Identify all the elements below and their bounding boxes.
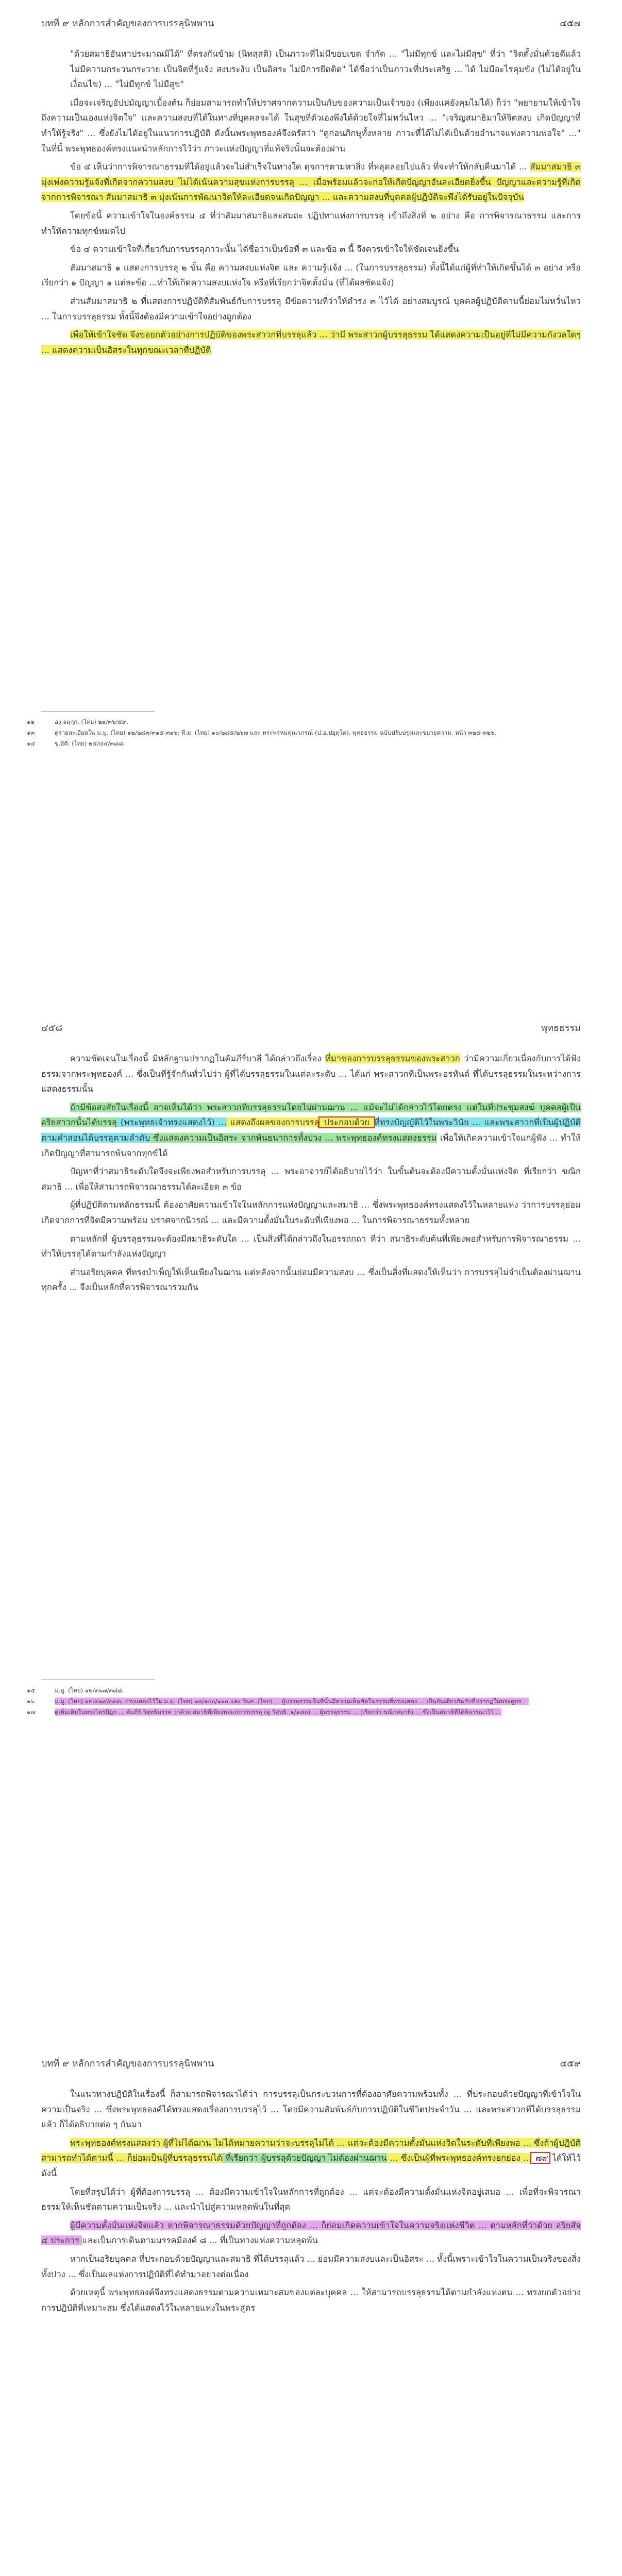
text-segment: "ด้วยสมาธิอันหาประมาณมิได้" ที่ตรงกันข้าม (นิทสฺสติ) เป็นภาวะที่ไม่มีขอบเขต จำกัด ... "ไม่มีทุกข์ และไม่มีสุข" ที่ว่า "จิตตั้งมั่นด้วยดีแล้ว ไม่มีความกระวนกระวาย เป็นจิตที่รู้แจ้ง สงบระงับ เป็นอิสระ ไม่มีการยึดติด" ได้ชื่อว่าเป็นภาวะที่ประเสริฐ ... ได้ ไม่มีอะไรคุมขัง (ไม่ได้อยู่ในเงื่อนไข) ... "ไม่มีทุกข์ ไม่มีสุข" (70, 49, 581, 90)
text-segment: ส่วนสัมมาสมาธิ ๒ ที่แสดงการปฏิบัติที่สัมพันธ์กับการบรรลุ มีข้อความที่ว่าให้ดำรง ๓ ไว้ได้ อย่างสมบูรณ์ บุคคลผู้ปฏิบัติตามนี้ย่อมไม่หวั่นไหว ... ในการบรรลุธรรม ทั้งนี้จึงต้องมีความเข้าใจอย่างถูกต้อง (41, 296, 581, 321)
text-segment: ข้อ ๔ เห็นว่าการพิจารณาธรรมที่ได้อยู่แล้วจะไม่สำเร็จในทางใด ดุจการตามหาสิ่ง ที่หลุดลอยไปแล้ว ที่จะทำให้กลับคืนมาได้ ... (70, 162, 530, 172)
paragraph (41, 1164, 581, 1194)
text-segment: เพื่อให้เกิดความเข้าใจแก่ผู้ฟัง ... ทำให้เกิดปัญญาที่สามารถพ้นจากทุกข์ได้ (41, 1132, 581, 1158)
footnote-text: ดูเพิ่มเติมในพระไตรปิฎก ... คัมภีร์ วิสุทธิมรรค ว่าด้วย สมาธิที่เพียงพอแก่การบรรลุ (ดู วิสุทฺธิ. ๑/๑๘๐) ... ผู้บรรลุธรรม ... (เรียกว่า ขณิกสมาธิ) ... ซึ่งเป็นสมาธิที่ได้พิจารณาไว้ ... (55, 1708, 501, 1716)
footnote-number: ๑๔ (27, 740, 36, 747)
highlighted-text: ผู้บรรลุด้วยปัญญา ไม่ต้องผ่านฌาน (261, 2153, 387, 2163)
text-segment: หากเป็นอริยบุคคล ที่ประกอบด้วยปัญญาและสมาธิ ที่ได้บรรลุแล้ว ... ย่อมมีความสงบและเป็นอิสระ ... ทั้งนี้เพราะเข้าใจในความเป็นจริงของสิ่งทั้งปวง ... ซึ่งเป็นผลแห่งการปฏิบัติที่ได้ทำมาอย่างต่อเนื่อง (41, 2253, 581, 2279)
footnote (27, 739, 581, 748)
page-header (41, 2056, 581, 2070)
paragraph (41, 95, 581, 156)
footnotes (27, 717, 581, 750)
text-segment: เมื่อจะเจริญอัปปมัญญาเบื้องต้น ก็ย่อมสามารถทำให้ปราศจากความเป็นกับของความเป็นเจ้าของ (เพียงแค่ยังคุมไม่ได้) ก็ว่า "พยายามให้เข้าใจถึงความเป็นเองแห่งจิตใจ" และความสงบที่ได้ในทางที่บุคคลจะได้ ในสุขที่ตัวเองพึงได้ด้วยใจที่ไม่หวั่นไหว ... "เจริญสมาธิมาให้จิตสงบ เกิดปัญญาที่ทำให้รู้จริง" ... ซึ่งยังไม่ได้อยู่ในแนวการปฏิบัติ ดังนั้นพระพุทธองค์จึงตรัสว่า "ดูก่อนภิกษุทั้งหลาย ภาวะที่ได้ไม่ได้เป็นด้วยอำนาจแห่งความพอใจ" ..." ในที่นี้ พระพุทธองค์ทรงแนะนำหลักการไว้ว่า ภาวะแห่งปัญญาที่แท้จริงนั้นจะต้องผ่าน (41, 97, 581, 154)
highlighted-text: พระสาวกผู้บรรลุธรรม ได้แสดงความเป็นอยู่ที่ไม่มีความกังวลใดๆ ... (41, 330, 581, 355)
footnote-text: องฺ.จตุกฺก. (ไทย) ๒๑/๓๖/๕๙. (55, 718, 128, 725)
page-number: ๔๕๗ (560, 18, 581, 29)
highlighted-text: ที่ทรงบัญญัติไว้ในพระวินัย ... และพระสาวกที่เป็นผู้ปฏิบัติตามคำสอนได้บรรลุตามลำดับ (41, 1117, 581, 1143)
text-segment: ในแนวทางปฏิบัติในเรื่องนี้ ก็สามารถพิจารณาได้ว่า การบรรลุเป็นกระบวนการที่ต้องอาศัยความพร้อมทั้ง ... ที่ประกอบด้วยปัญญาที่เข้าใจในความเป็นจริง ... ซึ่งพระพุทธองค์ได้ทรงแสดงเรื่องการบรรลุไว้ ... โดยมีความสัมพันธ์กับการปฏิบัติในชีวิตประจำวัน ... และพระสาวกที่ได้บรรลุธรรมแล้ว ก็ได้อธิบายต่อ ๆ กันมา (41, 2089, 581, 2130)
paragraph (41, 1051, 581, 1097)
paragraph (41, 1265, 581, 1295)
paragraph (41, 2218, 581, 2248)
text-segment: สัมมาสมาธิ ๑ แสดงการบรรลุ ๒ ขั้น คือ ความสงบแห่งจิต และ ความรู้แจ้ง ... (ในการบรรลุธรรม) ทั้งนี้ได้แก่ผู้ที่ทำให้เกิดขึ้นได้ ๓ อย่าง หรือเรียกว่า ๑ ปัญญา ๑ แต่ละข้อ ...ทำให้เกิดความสงบแห่งใจ หรือที่เรียกว่าจิตตั้งมั่น (ที่ได้ผลชัดแจ้ง) (41, 262, 581, 288)
footnote (27, 728, 581, 737)
footnote (27, 1686, 581, 1695)
text-segment: ความชัดเจนในเรื่องนี้ มีหลักฐานปรากฏในคัมภีร์บาลี ได้กล่าวถึงเรื่อง (70, 1054, 325, 1063)
paragraph (41, 1231, 581, 1262)
text-segment: ว่ามีความเกี่ยวเนื่องกับการได้ฟังธรรมจากพระพุทธองค์ ... ซึ่งเป็นที่รู้จักกันทั่วไปว่า ผู้ที่ได้บรรลุธรรมในแต่ละระดับ ... ได้แก่ พระสาวกที่เป็นพระอรหันต์ ที่ได้บรรลุธรรมในระหว่างการแสดงธรรมนั้น (41, 1054, 581, 1094)
highlighted-text: ผู้มีความตั้งมั่นแห่งจิตแล้ว หากพิจารณาธรรมด้วยปัญญาที่ถูกต้อง ... ก็ย่อมเกิดความเข้าใจในความจริงแห่งชีวิต ... ตามหลักที่ว่าด้วย (70, 2220, 552, 2230)
page-body (41, 2087, 581, 2318)
text-segment: ด้วยเหตุนี้ พระพุทธองค์จึงทรงแสดงธรรมตามความเหมาะสมของแต่ละบุคคล ... ให้สามารถบรรลุธรรมได้ตามกำลังแห่งตน ... ทรงยกตัวอย่างการปฏิบัติที่เหมาะสม ซึ่งได้แสดงไว้ในหลายแห่งในพระสูตร (41, 2287, 581, 2313)
page-body (41, 1051, 581, 1298)
footnote-text: ม.มู. (ไทย) ๑๒/๓๖๗/๓๘๘. (55, 1687, 124, 1694)
footnote-number: ๑๖ (27, 1698, 35, 1705)
highlighted-text: ที่เรียกว่า (222, 2153, 261, 2163)
paragraph (41, 159, 581, 205)
page-number: ๔๕๙ (560, 2058, 581, 2069)
footnote-number: ๑๕ (27, 1687, 36, 1694)
highlighted-text: แสดงถึงผลของการบรรลุ (226, 1117, 320, 1128)
chapter-title: บทที่ ๙ หลักการสำคัญของการบรรลุนิพพาน (41, 18, 214, 29)
highlighted-text: ถ้ามีข้อสงสัยในเรื่องนี้ อาจเห็นได้ว่า พระสาวกที่บรรลุธรรมโดยไม่ผ่านฌาน ... แม้จะไม่ได้กล่าวไว้โดยตรง แต่ในที่ประชุมสงฆ์ บุคคลผู้เป็นอริยสาวกนั้นได้บรรลุ (41, 1102, 581, 1128)
paragraph (41, 1100, 581, 1161)
paragraph (41, 2087, 581, 2132)
paragraph (41, 2184, 581, 2215)
footnote-text: ม.มู. (ไทย) ๑๒/๓๑๙/๓๓๓; ทรงแสดงไว้ใน ม.ม. (ไทย) ๑๓/๑๐๐/๑๑๐ และ วินย. (ไทย) ... ผู้บรรลุธรรมในที่นั้นมีความเห็นชัดในธรรมที่ทรงแสดง ... เป็นอันเดียวกันกับที่ปรากฏในพระสูตร ... (55, 1698, 529, 1705)
paragraph (41, 327, 581, 358)
highlighted-text: ซึ่งแสดงความเป็นอิสระ จากพันธนาการทั้งปวง ... พระพุทธองค์ทรงแสดงธรรม (150, 1132, 437, 1143)
page-number: ๔๕๘ (41, 1023, 63, 1033)
block-quote (41, 46, 581, 92)
highlighted-text: สัมมาสมาธิ ๓ มุ่งเพ่งความรู้แจ้งที่เกิดจากความสงบ ไม่ได้เน้นความสุขแห่งการบรรลุ ... เมื่อพร้อมแล้วจะก่อให้เกิดปัญญาอันละเอียดยิ่งขึ้น ปัญญาและความรู้ที่เกิดจากการพิจารณา สัมมาสมาธิ ๓ มุ่งเน้นการพัฒนาจิตให้ละเอียดจนเกิดปัญญา ... และความสงบที่บุคคลผู้ปฏิบัติจะพึงได้รับอยู่ในปัจจุบัน (41, 162, 581, 202)
highlighted-text: อริยสัจ ๔ ประการ (41, 2220, 581, 2246)
paragraph (41, 1197, 581, 1228)
highlighted-text: ... ซึ่งเป็นผู้ที่พระพุทธองค์ทรงยกย่อง ... (386, 2153, 532, 2163)
text-segment: ปัญหาที่ว่าสมาธิระดับใดจึงจะเพียงพอสำหรับการบรรลุ ... พระอาจารย์ได้อธิบายไว้ว่า ในขั้นต้นจะต้องมีความตั้งมั่นแห่งจิต ที่เรียกว่า ขณิกสมาธิ ... เพื่อให้สามารถพิจารณาธรรมได้ละเอียด ๓ ข้อ (41, 1166, 581, 1192)
highlighted-text: ที่มาของการบรรลุธรรมของพระสาวก (325, 1054, 460, 1063)
paragraph (41, 260, 581, 291)
text-segment: ข้อ ๔ ความเข้าใจที่เกี่ยวกับการบรรลุภาวะนั้น ได้ชื่อว่าเป็นข้อที่ ๓ และข้อ ๓ นี้ จึงควรเข้าใจให้ชัดเจนยิ่งขึ้น (70, 244, 459, 255)
highlighted-text: ประกอบด้วย (320, 1117, 373, 1128)
page-458 (0, 1005, 622, 1814)
book-title: พุทธธรรม (541, 1023, 581, 1033)
footnotes (27, 1686, 581, 1718)
footnote (27, 1707, 581, 1717)
paragraph (41, 294, 581, 324)
paragraph (41, 208, 581, 239)
page-457 (0, 0, 622, 809)
text-segment: โดยที่สรุปได้ว่า ผู้ที่ต้องการบรรลุ ... ต้องมีความเข้าใจในหลักการที่ถูกต้อง ... แต่จะต้องมีความตั้งมั่นแห่งจิตอยู่เสมอ ... เพื่อที่จะพิจารณาธรรมให้เห็นชัดตามความเป็นจริง ... และนำไปสู่ความหลุดพ้นในที่สุด (41, 2187, 581, 2212)
paragraph (41, 2251, 581, 2282)
highlighted-text: พระพุทธองค์ทรงแสดงว่า ผู้ที่ไม่ได้ฌาน ไม่ได้หมายความว่าจะบรรลุไม่ได้ ... แต่จะต้องมีความตั้งมั่นแห่งจิตในระดับที่เพียงพอ ... ซึ่งถ้าผู้ปฏิบัติสามารถทำได้ตามนี้ ... ก็ย่อมเป็นผู้ที่บรรลุธรรมได้ (41, 2138, 581, 2163)
text-segment: ผู้ที่ปฏิบัติตามหลักธรรมนี้ ต้องอาศัยความเข้าใจในหลักการแห่งปัญญาและสมาธิ ... ซึ่งพระพุทธองค์ทรงแสดงไว้ในหลายแห่ง ว่าการบรรลุย่อมเกิดจากการที่จิตมีความพร้อม ปราศจากนิวรณ์ ... และมีความตั้งมั่นในระดับที่เพียงพอ ... ในการพิจารณาธรรมทั้งหลาย (41, 1200, 581, 1225)
text-segment: โดยข้อนี้ ความเข้าใจในองค์ธรรม ๔ ที่ว่าสัมมาสมาธิและสมถะ ปฏิปทาแห่งการบรรลุ เข้าถึงสิ่งที่ ๒ อย่าง คือ การพิจารณาธรรม และการทำให้ความทุกข์หมดไป (41, 210, 581, 236)
text-segment: ๗๙ (532, 2153, 548, 2163)
page-459 (0, 2040, 622, 2576)
highlighted-text: (พระพุทธเจ้าทรงแสดงไว้) ... (116, 1117, 227, 1128)
paragraph (41, 242, 581, 257)
text-segment: ตามหลักที่ ผู้บรรลุธรรมจะต้องมีสมาธิระดับใด ... เป็นสิ่งที่ได้กล่าวถึงในอรรถกถา ที่ว่า สมาธิระดับต้นที่เพียงพอสำหรับการพิจารณาธรรม ... ทำให้บรรลุได้ตามกำลังแห่งปัญญา (41, 1233, 581, 1259)
page-header (41, 15, 581, 30)
footnote-text: ขุ.อิติ. (ไทย) ๒๕/๔๔/๓๘๘. (55, 740, 125, 747)
highlighted-text: เพื่อให้เข้าใจชัด จึงขอยกตัวอย่างการปฏิบัติของพระสาวกที่บรรลุแล้ว ... ว่ามี (70, 330, 346, 340)
footnote (27, 1697, 581, 1706)
chapter-title: บทที่ ๙ หลักการสำคัญของการบรรลุนิพพาน (41, 2058, 214, 2069)
footnote-text: ดูรายละเอียดใน ม.มู. (ไทย) ๑๒/๒๘๓/๓๑๕-๓๑๖; ที.ม. (ไทย) ๑๐/๒๘๕/๒๖๗ และ พระพรหมคุณาภรณ์ (ป.อ.ปยุตฺโต), พุทธธรรม ฉบับปรับปรุงและขยายความ, หน้า ๓๒๕-๓๒๖. (55, 729, 497, 736)
text-segment: ส่วนอริยบุคคล ที่ทรงบำเพ็ญให้เห็นเพียงในฌาน แต่หลังจากนั้นย่อมมีความสงบ ... ซึ่งเป็นสิ่งที่แสดงให้เห็นว่า การบรรลุไม่จำเป็นต้องผ่านฌานทุกครั้ง ... จึงเป็นหลักที่ควรพิจารณาร่วมกัน (41, 1267, 581, 1293)
highlighted-text: แสดงความเป็นอิสระในทุกขณะเวลาที่ปฏิบัติ (52, 345, 211, 355)
footnote-number: ๑๒ (27, 718, 35, 725)
page-body (41, 46, 581, 361)
page-header (41, 1020, 581, 1035)
footnote (27, 717, 581, 726)
text-segment: และเป็นการเดินตามมรรคมีองค์ ๘ ... ที่เป็นทางแห่งความหลุดพ้น (82, 2235, 318, 2246)
footnote-number: ๑๓ (27, 729, 35, 736)
footnote-number: ๑๗ (27, 1708, 35, 1716)
text-segment: ได้ให้ไว้ดังนี้ (41, 2153, 581, 2178)
paragraph (41, 2285, 581, 2315)
paragraph (41, 2136, 581, 2181)
